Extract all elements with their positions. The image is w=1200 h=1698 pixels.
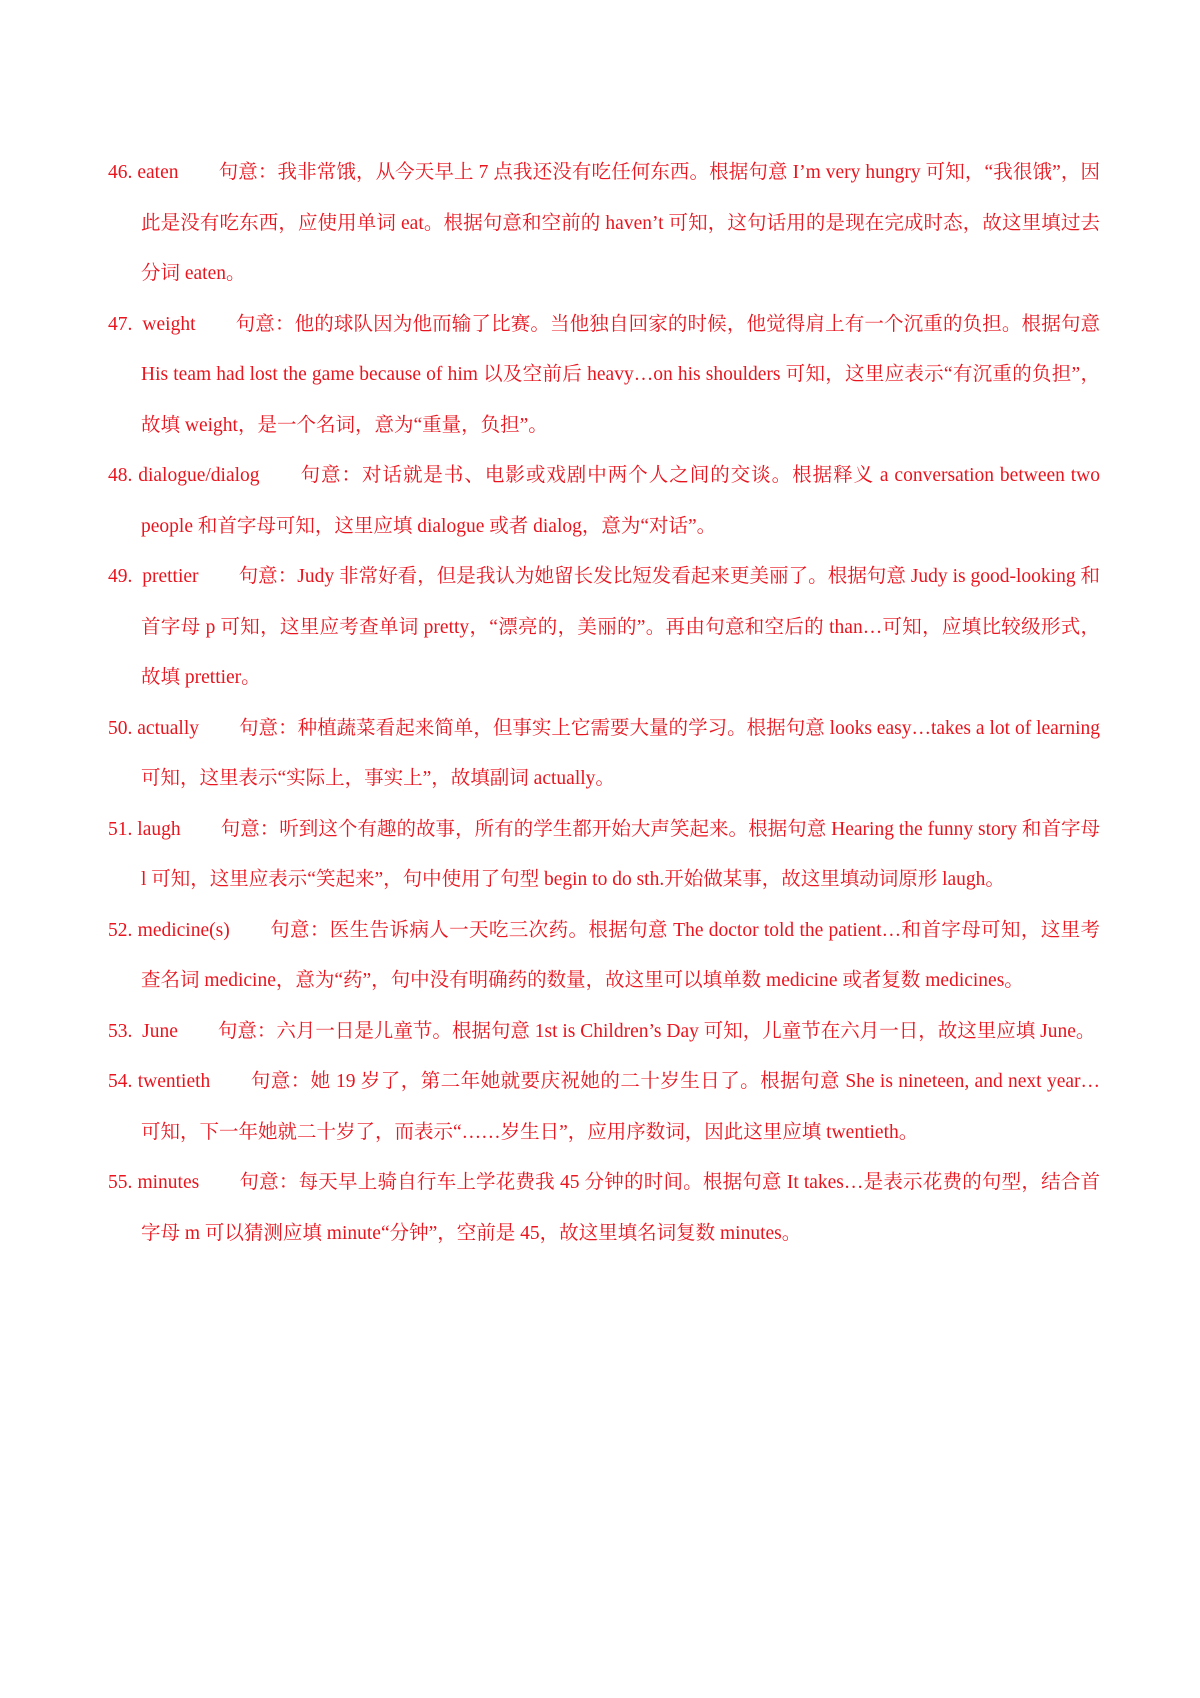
item-answer: June xyxy=(142,1020,178,1042)
item-number: 50. xyxy=(108,717,133,739)
item-answer: minutes xyxy=(137,1172,200,1193)
item-explanation: 句意：对话就是书、电影或戏剧中两个人之间的交谈。根据释义 a conversation between two people 和首字母可知，这里应填 dialogue 或者 dialog，意为“对话”。 xyxy=(141,465,1100,537)
item-number: 54. xyxy=(108,1071,133,1092)
item-answer: weight xyxy=(142,313,196,335)
answer-item-53 xyxy=(108,1007,1100,1058)
item-explanation: 句意：Judy 非常好看，但是我认为她留长发比短发看起来更美丽了。根据句意 Judy is good-looking 和首字母 p 可知，这里应考查单词 pretty，“漂亮的，美丽的”。再由句意和空后的 than…可知，应填比较级形式，故填 prettier。 xyxy=(141,566,1101,688)
item-answer: dialogue/dialog xyxy=(138,465,260,486)
item-explanation: 句意：听到这个有趣的故事，所有的学生都开始大声笑起来。根据句意 Hearing the funny story 和首字母 l 可知，这里应表示“笑起来”，句中使用了句型 begin to do sth.开始做某事，故这里填动词原形 laugh。 xyxy=(141,818,1101,890)
item-number: 46. xyxy=(108,162,133,183)
item-number: 47. xyxy=(108,313,133,335)
item-explanation: 句意：六月一日是儿童节。根据句意 1st is Children’s Day 可知，儿童节在六月一日，故这里应填 June。 xyxy=(217,1020,1096,1042)
answer-explanations xyxy=(108,148,1100,1259)
item-answer: laugh xyxy=(137,818,181,840)
item-explanation: 句意：他的球队因为他而输了比赛。当他独自回家的时候，他觉得肩上有一个沉重的负担。根据句意 His team had lost the game because of him 以及空前后 heavy…on his shoulders 可知，这里应表示“有沉重的负担”，故填 weight，是一个名词，意为“重量，负担”。 xyxy=(141,313,1100,436)
item-explanation: 句意：种植蔬菜看起来简单，但事实上它需要大量的学习。根据句意 looks easy…takes a lot of learning 可知，这里表示“实际上，事实上”，故填副词 actually。 xyxy=(141,717,1100,789)
item-number: 49. xyxy=(108,566,133,587)
item-explanation: 句意：医生告诉病人一天吃三次药。根据句意 The doctor told the patient…和首字母可知，这里考查名词 medicine，意为“药”，句中没有明确药的数量，故这里可以填单数 medicine 或者复数 medicines。 xyxy=(141,919,1101,991)
item-answer: twentieth xyxy=(137,1071,211,1092)
item-number: 51. xyxy=(108,818,133,840)
item-number: 53. xyxy=(108,1020,133,1042)
answer-item-54 xyxy=(108,1057,1100,1158)
item-number: 52. xyxy=(108,919,133,941)
item-answer: actually xyxy=(137,717,199,739)
item-answer: prettier xyxy=(142,566,199,587)
answer-item-46 xyxy=(108,148,1100,300)
item-answer: eaten xyxy=(137,162,179,183)
answer-item-55 xyxy=(108,1158,1100,1259)
answer-item-49 xyxy=(108,552,1100,704)
item-answer: medicine(s) xyxy=(137,919,230,941)
answer-item-52 xyxy=(108,906,1100,1007)
answer-item-48 xyxy=(108,451,1100,552)
answer-item-50 xyxy=(108,704,1100,805)
answer-item-47 xyxy=(108,300,1100,452)
item-explanation: 句意：每天早上骑自行车上学花费我 45 分钟的时间。根据句意 It takes…是表示花费的句型，结合首字母 m 可以猜测应填 minute“分钟”，空前是 45，故这里填名词复数 minutes。 xyxy=(141,1172,1100,1244)
item-number: 48. xyxy=(108,465,133,486)
item-explanation: 句意：她 19 岁了，第二年她就要庆祝她的二十岁生日了。根据句意 She is nineteen, and next year…可知，下一年她就二十岁了，而表示“……岁生日”，应用序数词，因此这里应填 twentieth。 xyxy=(141,1071,1100,1143)
item-explanation: 句意：我非常饿，从今天早上 7 点我还没有吃任何东西。根据句意 I’m very hungry 可知，“我很饿”，因此是没有吃东西，应使用单词 eat。根据句意和空前的 haven’t 可知，这句话用的是现在完成时态，故这里填过去分词 eaten。 xyxy=(141,162,1101,284)
item-number: 55. xyxy=(108,1172,133,1193)
answer-item-51 xyxy=(108,805,1100,906)
